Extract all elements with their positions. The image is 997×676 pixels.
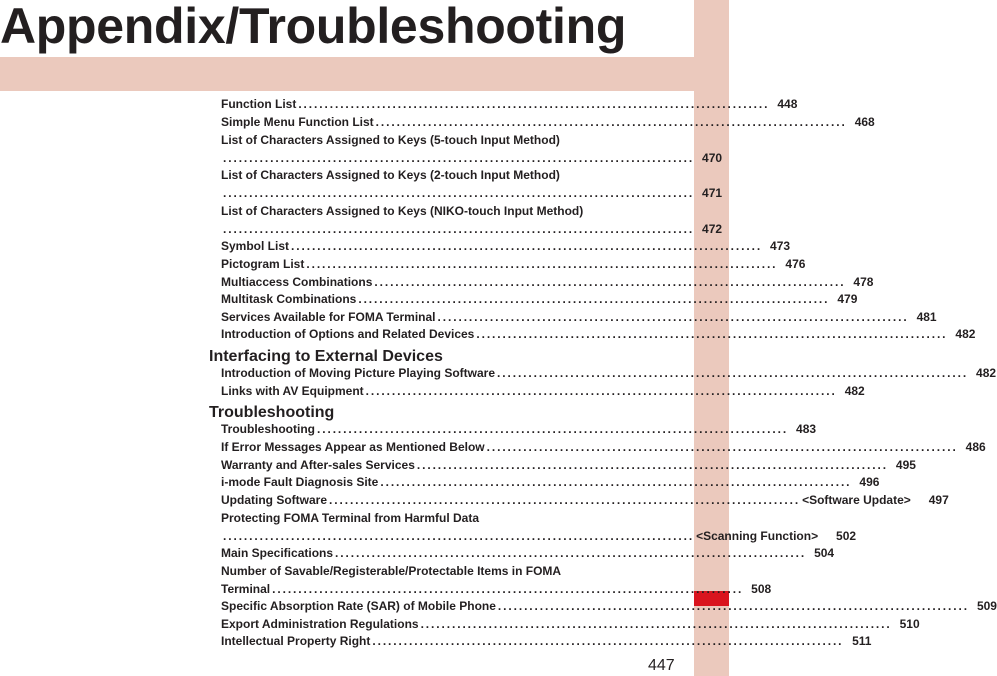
dot-leader: .......................................................................................... — [223, 222, 695, 236]
toc-entry[interactable] — [221, 384, 865, 398]
entry-title: Multitask Combinations — [221, 292, 357, 306]
toc-entry[interactable] — [221, 582, 772, 596]
entry-title: Pictogram List — [221, 257, 305, 271]
toc-entry[interactable] — [221, 292, 858, 306]
toc-entry[interactable] — [221, 493, 949, 507]
entry-title[interactable]: Protecting FOMA Terminal from Harmful Data — [221, 511, 480, 525]
dot-leader: .......................................................................................... — [298, 97, 770, 111]
toc-entry[interactable] — [221, 275, 874, 289]
entry-title: Terminal — [221, 582, 271, 596]
page-ref: 495 — [895, 458, 916, 472]
dot-leader: .......................................................................................... — [416, 458, 888, 472]
toc-entry[interactable] — [221, 458, 916, 472]
entry-title: Troubleshooting — [221, 422, 315, 436]
page-ref: 486 — [965, 440, 986, 454]
entry-title: Export Administration Regulations — [221, 617, 419, 631]
entry-title: Warranty and After-sales Services — [221, 458, 415, 472]
dot-leader: .......................................................................................... — [329, 493, 801, 507]
toc-entry[interactable] — [221, 327, 976, 341]
entry-title: Services Available for FOMA Terminal — [221, 310, 436, 324]
page-ref: 470 — [702, 151, 723, 165]
page-ref: 509 — [976, 599, 997, 613]
dot-leader: .......................................................................................... — [272, 582, 744, 596]
entry-title[interactable]: Number of Savable/Registerable/Protectable Items in FOMA — [221, 564, 562, 578]
entry-title: Links with AV Equipment — [221, 384, 364, 398]
toc-entry[interactable] — [221, 310, 937, 324]
page-ref: 482 — [844, 384, 865, 398]
toc-entry[interactable] — [221, 529, 857, 543]
entry-note: <Software Update> — [802, 493, 911, 507]
section-heading-troubleshooting: Troubleshooting — [209, 404, 335, 421]
page-ref: 468 — [854, 115, 875, 129]
toc-entry[interactable] — [221, 634, 872, 648]
page-ref: 472 — [702, 222, 723, 236]
page-ref: 478 — [853, 275, 874, 289]
page-ref: 448 — [777, 97, 798, 111]
entry-title: Function List — [221, 97, 297, 111]
toc-entry[interactable] — [221, 599, 997, 613]
page-ref: 496 — [859, 475, 880, 489]
entry-title: Introduction of Moving Picture Playing Software — [221, 366, 496, 380]
entry-title: i-mode Fault Diagnosis Site — [221, 475, 379, 489]
page-ref: 497 — [928, 493, 949, 507]
section-heading-external-devices: Interfacing to External Devices — [209, 348, 443, 365]
dot-leader: .......................................................................................... — [437, 310, 909, 324]
page-ref: 510 — [899, 617, 920, 631]
entry-title: Intellectual Property Right — [221, 634, 371, 648]
dot-leader: .......................................................................................... — [374, 275, 846, 289]
dot-leader: .......................................................................................... — [291, 239, 763, 253]
toc-entry[interactable] — [221, 475, 880, 489]
dot-leader: .......................................................................................... — [497, 366, 969, 380]
entry-title: Introduction of Options and Related Devices — [221, 327, 475, 341]
toc-entry[interactable] — [221, 617, 920, 631]
dot-leader: .......................................................................................... — [476, 327, 948, 341]
toc-entry[interactable] — [221, 222, 723, 236]
page-number: 447 — [648, 657, 675, 674]
dot-leader: .......................................................................................... — [358, 292, 830, 306]
toc-entry[interactable] — [221, 151, 723, 165]
toc-entry[interactable] — [221, 186, 723, 200]
entry-title: Updating Software — [221, 493, 328, 507]
dot-leader: .......................................................................................... — [335, 546, 807, 560]
page-ref: 482 — [955, 327, 976, 341]
toc-entry[interactable] — [221, 422, 817, 436]
entry-title[interactable]: List of Characters Assigned to Keys (2-touch Input Method) — [221, 168, 560, 182]
entry-title: If Error Messages Appear as Mentioned Below — [221, 440, 485, 454]
page-ref: 479 — [837, 292, 858, 306]
toc-entry[interactable] — [221, 115, 875, 129]
dot-leader: .......................................................................................... — [380, 475, 852, 489]
dot-leader: .......................................................................................... — [375, 115, 847, 129]
dot-leader: .......................................................................................... — [497, 599, 969, 613]
dot-leader: .......................................................................................... — [365, 384, 837, 398]
entry-title: Multiaccess Combinations — [221, 275, 373, 289]
entry-title: Specific Absorption Rate (SAR) of Mobile Phone — [221, 599, 496, 613]
entry-title[interactable]: List of Characters Assigned to Keys (NIKO-touch Input Method) — [221, 204, 584, 218]
toc-entry[interactable] — [221, 546, 835, 560]
dot-leader: .......................................................................................... — [223, 186, 695, 200]
page-ref: 511 — [852, 634, 872, 648]
dot-leader: .......................................................................................... — [317, 422, 789, 436]
dot-leader: .......................................................................................... — [223, 151, 695, 165]
page-ref: 481 — [916, 310, 937, 324]
page-ref: 483 — [796, 422, 817, 436]
toc-entry[interactable] — [221, 257, 806, 271]
entry-title: Main Specifications — [221, 546, 334, 560]
toc-entry[interactable] — [221, 97, 798, 111]
page-ref: 508 — [751, 582, 772, 596]
page-ref: 482 — [976, 366, 997, 380]
page-ref: 502 — [836, 529, 857, 543]
dot-leader: .......................................................................................... — [372, 634, 844, 648]
toc-entry[interactable] — [221, 239, 791, 253]
dot-leader: .......................................................................................... — [420, 617, 892, 631]
entry-note: <Scanning Function> — [696, 529, 819, 543]
entry-title: Simple Menu Function List — [221, 115, 374, 129]
page-ref: 471 — [702, 186, 723, 200]
dot-leader: .......................................................................................... — [223, 529, 695, 543]
dot-leader: .......................................................................................... — [486, 440, 958, 454]
page-title: Appendix/Troubleshooting — [0, 0, 627, 54]
page-ref: 476 — [785, 257, 806, 271]
page-ref: 504 — [814, 546, 835, 560]
dot-leader: .......................................................................................... — [306, 257, 778, 271]
page-ref: 473 — [770, 239, 791, 253]
toc-entry[interactable] — [221, 440, 986, 454]
entry-title[interactable]: List of Characters Assigned to Keys (5-touch Input Method) — [221, 133, 560, 147]
toc-entry[interactable] — [221, 366, 997, 380]
entry-title: Symbol List — [221, 239, 290, 253]
